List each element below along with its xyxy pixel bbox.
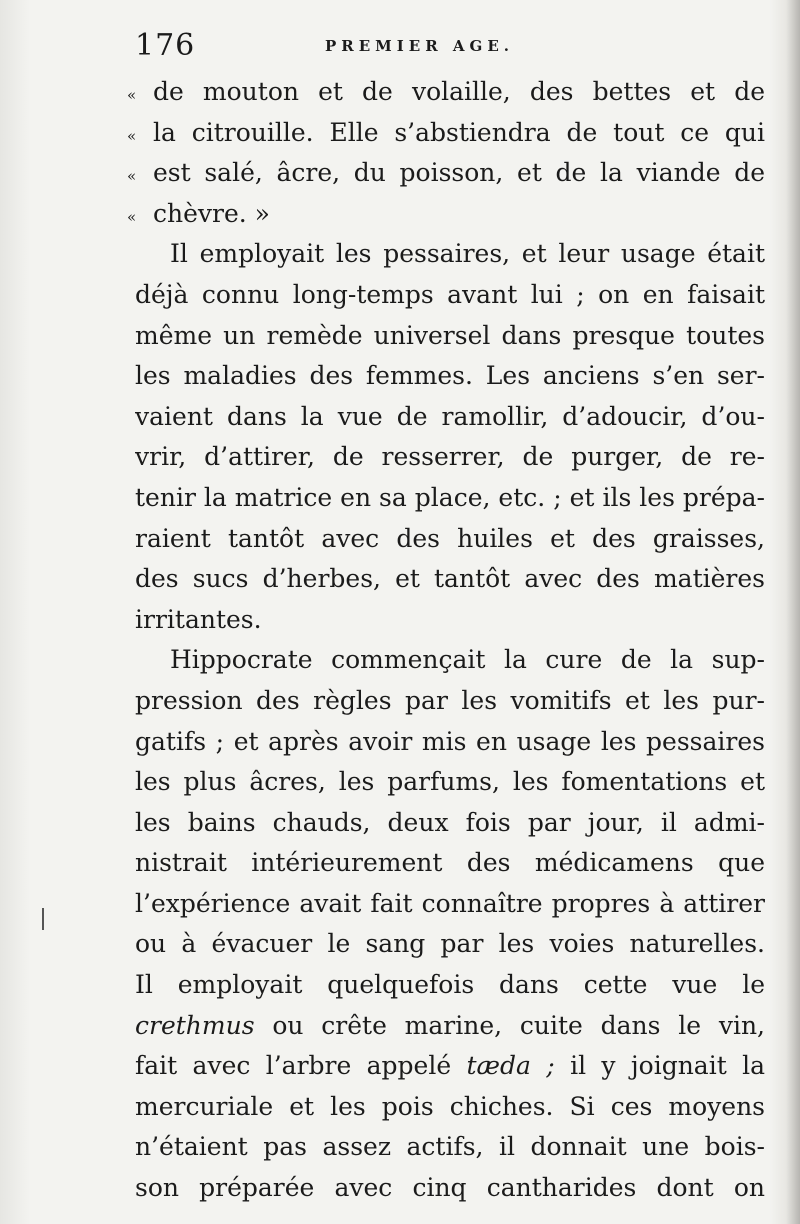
line-text: ou crête marine, cuite dans le vin, [254,1010,765,1040]
line-text: irritantes. [135,604,262,634]
text-line [135,1127,765,1168]
line-text: l’expérience avait fait connaître propres à attirer [135,888,765,918]
text-line [135,275,765,316]
line-text: des sucs d’herbes, et tantôt avec des matières [135,564,765,594]
quote-mark: « [127,167,137,186]
line-text: est salé, âcre, du poisson, et de la viande de [153,158,765,188]
page-number: 176 [135,28,196,63]
text-line [135,478,765,519]
quote-mark: « [127,86,137,104]
italic-term: tæda ; [466,1051,555,1081]
line-text: les maladies des femmes. Les anciens s’en ser- [135,361,765,391]
line-text: raient tantôt avec des huiles et des graisses, [135,523,765,553]
line-text: la citrouille. Elle s’abstiendra de tout ce qui [153,117,765,147]
text-line [135,559,765,600]
quote-mark: « [127,126,137,145]
text-line [127,153,765,194]
line-text: nistrait intérieurement des médicamens que [135,848,765,878]
text-line [135,1168,765,1209]
text-line [135,437,765,478]
text-line [135,1046,765,1087]
text-line [135,397,765,438]
text-line [135,965,765,1006]
line-text: son préparée avec cinq cantharides dont on [135,1173,765,1203]
line-text: même un remède universel dans presque toutes [135,320,765,350]
line-text: Il employait quelquefois dans cette vue le [135,970,765,1000]
line-text: de mouton et de volaille, des bettes et de [153,77,765,106]
line-text: ou à évacuer le sang par les voies naturelles. [135,929,765,959]
line-text: pression des règles par les vomitifs et les pur- [135,685,765,715]
text-line [135,843,765,884]
page-header [135,28,765,68]
line-text: fait avec l’arbre appelé [135,1051,467,1081]
text-line [127,194,765,235]
text-line [127,113,765,154]
line-text: mercuriale et les pois chiches. Si ces moyens [135,1091,765,1121]
text-line [135,762,765,803]
text-line [135,600,765,641]
text-line [135,519,765,560]
text-line [135,1087,765,1128]
line-text: Hippocrate commençait la cure de la sup- [170,645,765,675]
line-text: n’étaient pas assez actifs, il donnait une bois- [135,1132,765,1162]
line-text: les bains chauds, deux fois par jour, il admi- [135,807,765,837]
line-text: tenir la matrice en sa place, etc. ; et ils les prépa- [135,482,765,512]
text-line [135,722,765,763]
text-line [135,640,765,681]
text-line [135,803,765,844]
text-line [135,681,765,722]
margin-mark [42,908,44,930]
line-text: Il employait les pessaires, et leur usage était [170,239,765,269]
text-line [135,316,765,357]
line-text: les plus âcres, les parfums, les fomentations et [135,767,765,797]
quote-mark: « [127,207,137,226]
line-text: vaient dans la vue de ramollir, d’adoucir, d’ou- [135,401,765,431]
line-text: déjà connu long-temps avant lui ; on en faisait [135,279,765,309]
running-head: PREMIER AGE. [325,37,515,55]
text-line [135,234,765,275]
text-line [135,924,765,965]
line-text: il y joignait la [554,1051,765,1081]
line-text: chèvre. » [153,198,270,228]
page-edge-shadow [786,0,800,1224]
italic-term: crethmus [135,1010,255,1040]
text-line [135,884,765,925]
line-text: gatifs ; et après avoir mis en usage les pessaires [135,726,765,756]
text-line [135,356,765,397]
text-line [135,1006,765,1047]
text-line [127,72,765,113]
body-text [127,72,765,1209]
line-text: vrir, d’attirer, de resserrer, de purger, de re- [135,442,765,472]
